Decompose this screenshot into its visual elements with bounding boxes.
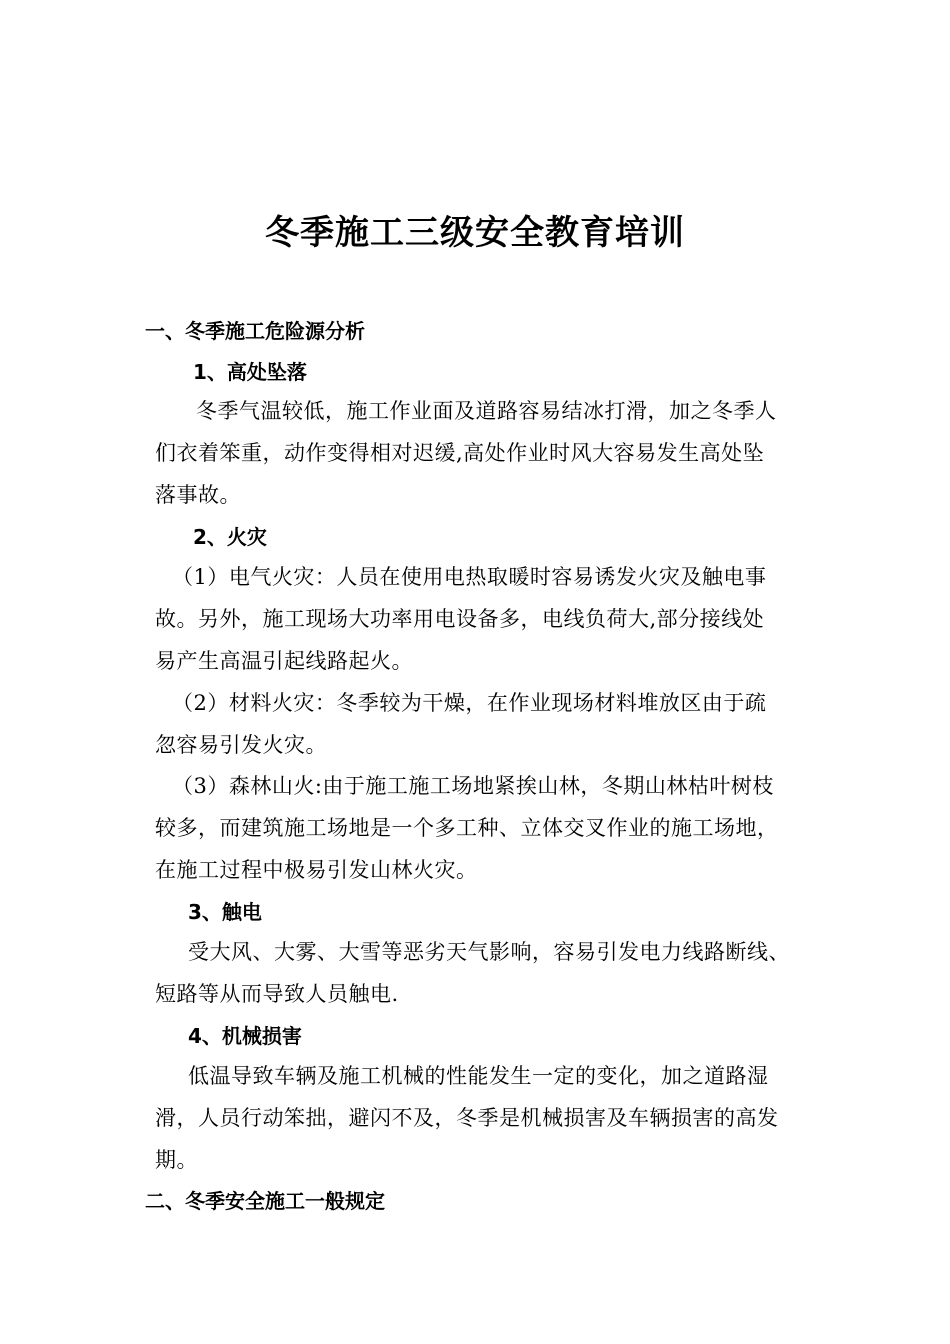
paragraph-line: （1）电气火灾：人员在使用电热取暖时容易诱发火灾及触电事 xyxy=(172,565,767,589)
paragraph-line: 受大风、大雾、大雪等恶劣天气影响，容易引发电力线路断线、 xyxy=(188,940,790,964)
section-heading-hazard-analysis: 一、冬季施工危险源分析 xyxy=(145,319,365,343)
subheading-fall-from-height: 1、高处坠落 xyxy=(193,360,307,384)
paragraph-line: 们衣着笨重，动作变得相对迟缓,高处作业时风大容易发生高处坠 xyxy=(155,441,765,465)
paragraph-line: 期。 xyxy=(155,1148,198,1172)
paragraph-line: 在施工过程中极易引发山林火灾。 xyxy=(155,858,478,882)
subheading-mechanical-injury: 4、机械损害 xyxy=(188,1024,302,1048)
subheading-electric-shock: 3、触电 xyxy=(188,900,262,924)
subheading-fire: 2、火灾 xyxy=(193,525,267,549)
paragraph-line: 忽容易引发火灾。 xyxy=(155,733,327,757)
paragraph-line: 易产生高温引起线路起火。 xyxy=(155,649,413,673)
paragraph-line: 滑，人员行动笨拙，避闪不及，冬季是机械损害及车辆损害的高发 xyxy=(155,1106,779,1130)
paragraph-line: 低温导致车辆及施工机械的性能发生一定的变化，加之道路湿 xyxy=(188,1064,769,1088)
paragraph-line: 较多，而建筑施工场地是一个多工种、立体交叉作业的施工场地， xyxy=(155,816,779,840)
paragraph-line: 短路等从而导致人员触电. xyxy=(155,982,399,1006)
paragraph-line: （3）森林山火:由于施工施工场地紧挨山林，冬期山林枯叶树枝 xyxy=(172,774,774,798)
paragraph-line: 故。另外，施工现场大功率用电设备多，电线负荷大,部分接线处 xyxy=(155,607,765,631)
document-title: 冬季施工三级安全教育培训 xyxy=(265,213,685,253)
paragraph-line: （2）材料火灾：冬季较为干燥，在作业现场材料堆放区由于疏 xyxy=(172,691,767,715)
paragraph-line: 落事故。 xyxy=(155,483,241,507)
section-heading-general-rules: 二、冬季安全施工一般规定 xyxy=(145,1189,385,1213)
paragraph-line: 冬季气温较低，施工作业面及道路容易结冰打滑，加之冬季人 xyxy=(196,399,777,423)
